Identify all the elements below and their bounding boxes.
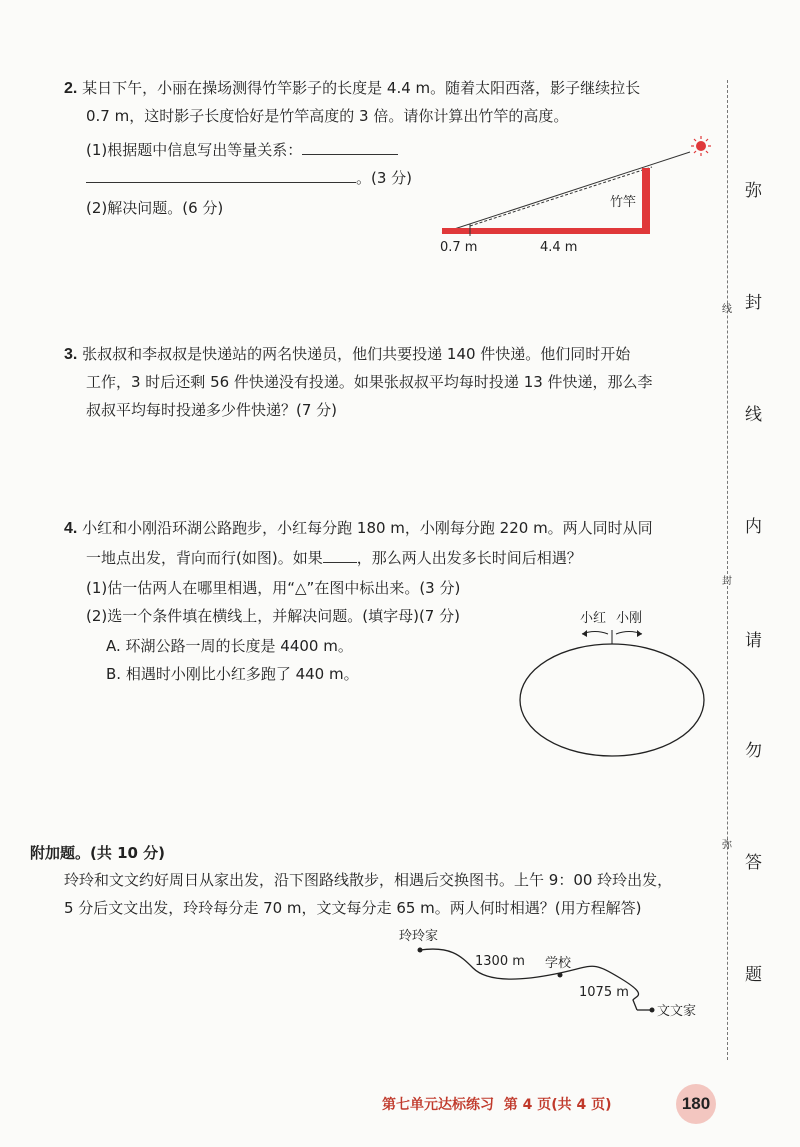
q2-number: 2. <box>64 80 78 97</box>
q2-sub1-cont <box>86 168 412 188</box>
route-path <box>420 949 639 1010</box>
side-char: 内 <box>745 517 762 537</box>
q2-sub1 <box>86 140 398 160</box>
q4-text-1: 小红和小刚沿环湖公路跑步，小红每分跑 180 m，小刚每分跑 220 m。两人同时从同 <box>82 519 653 537</box>
label-wenwen-home: 文文家 <box>657 1004 697 1019</box>
q4-text-2b: ，那么两人出发多长时间后相遇？ <box>356 549 582 567</box>
side-char: 请 <box>745 631 762 651</box>
route-diagram <box>395 920 715 1030</box>
shadow-length-1: 0.7 m <box>440 240 478 255</box>
q2-text-1: 某日下午，小丽在操场测得竹竿影子的长度是 4.4 m。随着太阳西落，影子继续拉长 <box>82 79 641 97</box>
label-lingling-home: 玲玲家 <box>399 929 439 944</box>
side-char: 答 <box>745 853 762 873</box>
side-char: 勿 <box>745 741 762 761</box>
label-school: 学校 <box>545 956 572 971</box>
arrow-head-left <box>582 630 587 637</box>
label-xiaohong: 小红 <box>580 611 607 626</box>
q3-text-1: 张叔叔和李叔叔是快递站的两名快递员，他们共要投递 140 件快递。他们同时开始 <box>82 345 631 363</box>
q2-sub1-text: (1)根据题中信息写出等量关系： <box>86 141 303 159</box>
label-dist1: 1300 m <box>475 954 525 969</box>
lingling-home-dot <box>418 948 423 953</box>
bonus-title: 附加题。(共 10 分) <box>30 844 166 862</box>
q4-sub2: (2)选一个条件填在横线上，并解决问题。(填字母)(7 分) <box>86 607 460 625</box>
q4-line1 <box>64 518 653 539</box>
q2-sub1-score: 。(3 分) <box>356 169 413 187</box>
q4-option-b: B. 相遇时小刚比小红多跑了 440 m。 <box>106 665 359 683</box>
page-number: 180 <box>676 1084 716 1124</box>
q2-line2: 0.7 m，这时影子长度恰好是竹竿高度的 3 倍。请你计算出竹竿的高度。 <box>86 107 569 125</box>
q3-line2: 工作，3 时后还剩 56 件快递没有投递。如果张叔叔平均每时投递 13 件快递，那么李 <box>86 373 653 391</box>
shadow-bar <box>442 228 650 234</box>
pole-shape <box>642 168 650 234</box>
side-char: 题 <box>745 965 762 985</box>
bonus-line2: 5 分后文文出发，玲玲每分走 70 m，文文每分走 65 m。两人何时相遇？(用方程解答) <box>64 899 642 917</box>
condition-blank[interactable] <box>323 548 357 563</box>
q2-sub2: (2)解决问题。(6 分) <box>86 199 224 217</box>
q4-text-2a: 一地点出发，背向而行(如图)。如果 <box>86 549 323 567</box>
answer-blank[interactable] <box>86 168 356 183</box>
arrow-head-right <box>637 630 642 637</box>
bonus-line1: 玲玲和文文约好周日从家出发，沿下图路线散步，相遇后交换图书。上午 9：00 玲玲出发， <box>64 871 673 889</box>
side-char: 封 <box>745 293 762 313</box>
lake-diagram <box>510 600 715 760</box>
answer-blank[interactable] <box>302 140 398 155</box>
binding-mark: 弥 <box>722 840 732 851</box>
shadow-diagram <box>430 130 730 260</box>
q2-line1 <box>64 78 640 99</box>
label-xiaogang: 小刚 <box>616 611 643 626</box>
sun-icon <box>691 136 711 156</box>
side-char: 弥 <box>745 181 762 201</box>
binding-line <box>727 80 728 1060</box>
footer-text: 第七单元达标练习 第 4 页(共 4 页) <box>382 1097 612 1113</box>
side-char: 线 <box>745 405 762 425</box>
q4-option-a: A. 环湖公路一周的长度是 4400 m。 <box>106 637 353 655</box>
q4-number: 4. <box>64 520 78 537</box>
school-dot <box>558 973 563 978</box>
shadow-length-2: 4.4 m <box>540 240 578 255</box>
q3-line3: 叔叔平均每时投递多少件快递？(7 分) <box>86 401 338 419</box>
q3-number: 3. <box>64 346 78 363</box>
label-dist2: 1075 m <box>579 985 629 1000</box>
binding-mark: 封 <box>722 576 732 587</box>
q4-sub1: (1)估一估两人在哪里相遇，用“△”在图中标出来。(3 分) <box>86 579 461 597</box>
binding-mark: 线 <box>722 304 732 315</box>
sun-ray-line <box>442 152 690 233</box>
q3-line1 <box>64 344 630 365</box>
q4-line2 <box>86 548 582 568</box>
pole-label: 竹竿 <box>610 195 637 210</box>
lake-ellipse <box>520 644 704 756</box>
